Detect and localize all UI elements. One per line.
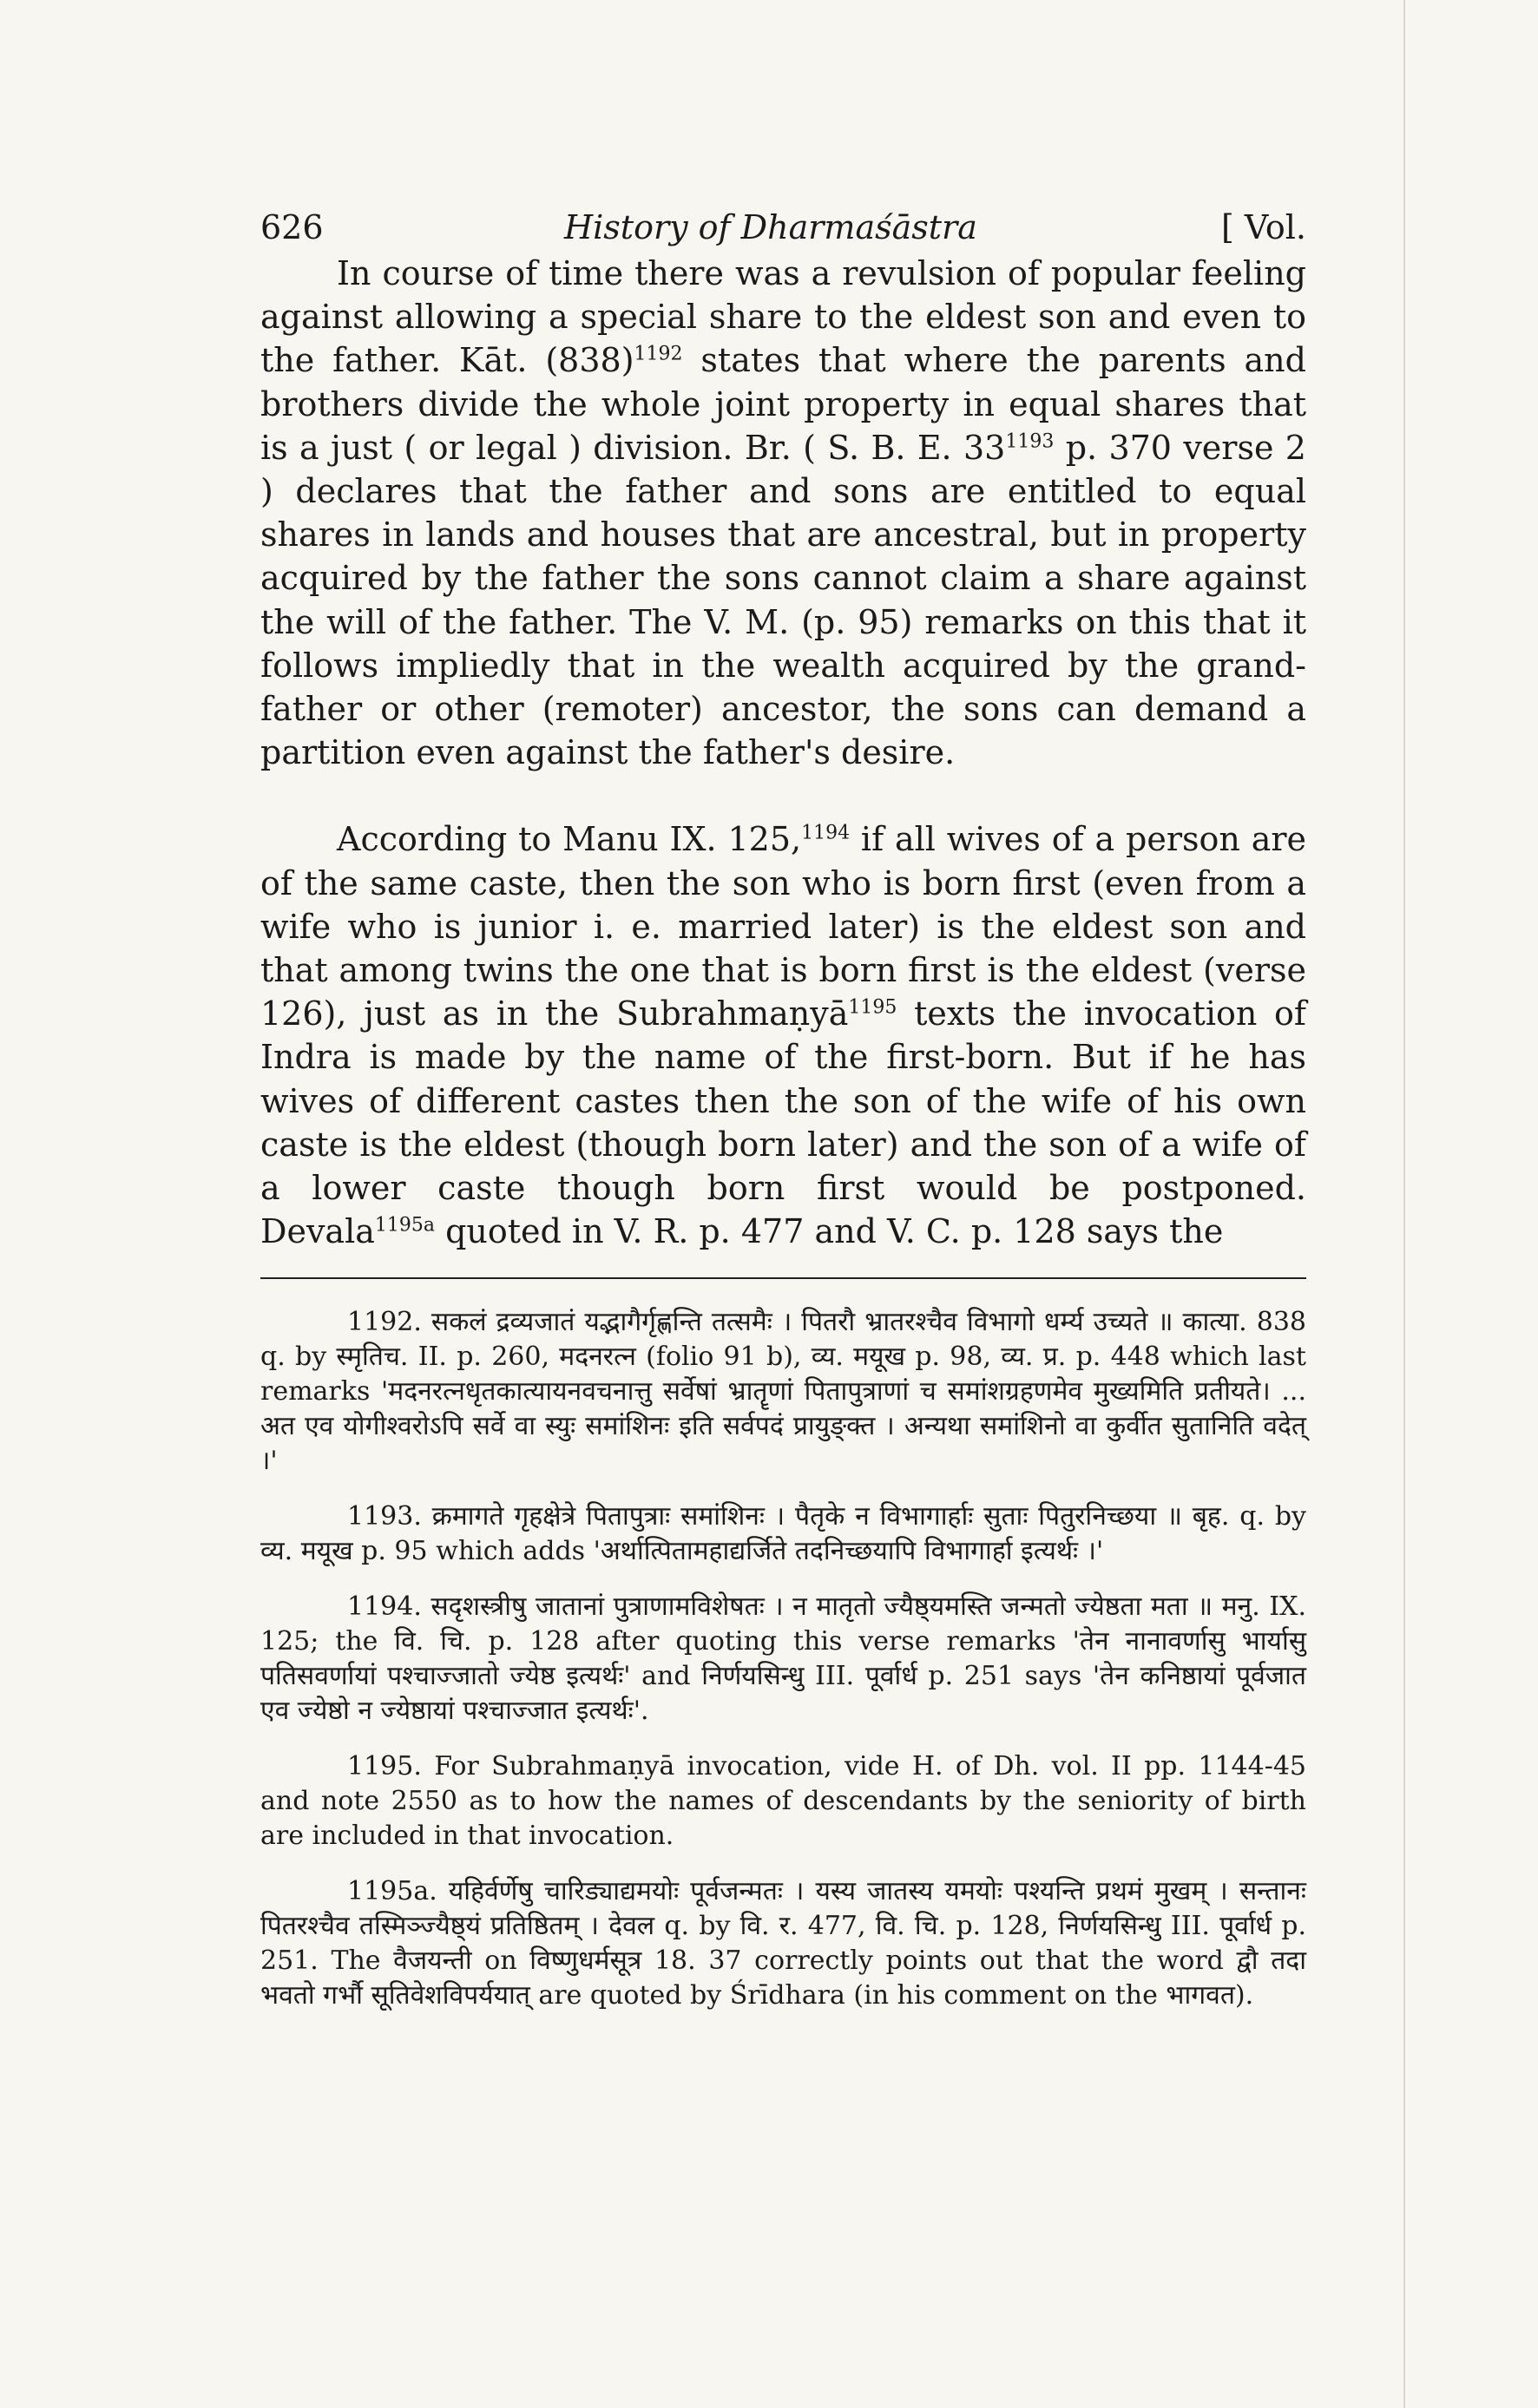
footnote-divider: [260, 1277, 1306, 1279]
footnote-ref-1195: 1195: [848, 996, 897, 1019]
footnote-ref-1193: 1193: [1005, 430, 1055, 453]
footnote-1195a: 1195a. यहिर्वर्णेषु चारिड्याद्यमयोः पूर्वजन्मतः । यस्य जातस्य यमयोः पश्यन्ति प्रथमं मुखम् । सन्तानः पितरश्चैव तस्मिञ्ज्यैष्ठ्यं प्रतिष्ठितम् । देवल q. by वि. र. 477, वि. चि. p. 128, निर्णयसिन्धु III. पूर्वार्ध p. 251. The वैजयन्ती on विष्णुधर्मसूत्र 18. 37 correctly points out that the word द्वौ तदा भवतो गर्भौ सूतिवेशविपर्ययात् are quoted by Śrīdhara (in his comment on the भागवत).: [260, 1876, 1306, 2011]
running-head: [260, 182, 1306, 252]
page-number: 626: [260, 208, 324, 246]
footnote-1195: 1195. For Subrahmaṇyā invocation, vide H. of Dh. vol. II pp. 1144-45 and note 2550 as to how the names of descendants by the seniority of birth are included in that invocation.: [260, 1751, 1306, 1852]
footnote-1193: 1193. क्रमागते गृहक्षेत्रे पितापुत्राः समांशिनः । पैतृके न विभागार्हाः सुताः पितुरनिच्छया ॥ बृह. q. by व्य. मयूख p. 95 which adds 'अर्थात्पितामहाद्यर्जिते तदनिच्छयापि विभागार्हा इत्यर्थः ।': [260, 1501, 1306, 1567]
footnote-1194: 1194. सदृशस्त्रीषु जातानां पुत्राणामविशेषतः । न मातृतो ज्यैष्ठ्यमस्ति जन्मतो ज्येष्ठता मता ॥ मनु. IX. 125; the वि. चि. p. 128 after quoting this verse remarks 'तेन नानावर्णासु भार्यासु पतिसवर्णायां पश्चाज्जातो ज्येष्ठ इत्यर्थः' and निर्णयसिन्धु III. पूर्वार्ध p. 251 says 'तेन कनिष्ठायां पूर्वजात एव ज्येष्ठो न ज्येष्ठायां पश्चाज्जात इत्यर्थः'.: [260, 1591, 1306, 1727]
paragraph-2: According to Manu IX. 125,$^{1194}$ if all wives of a person are of the same caste, then the son who is born first (even from a wife who is junior i. e. married later) is the eldest son and that among twins the one that is born first is the eldest (verse 126), just as in the Subrahmaṇyā$^{1195}$ texts the invocation of Indra is made by the name of the first-born. But if he has wives of different castes then the son of the wife of his own caste is the eldest (though born later) and the son of a wife of a lower caste though born first would be postponed. Devala$^{1195a}$ quoted in V. R. p. 477 and V. C. p. 128 says the: [260, 820, 1307, 1251]
scan-margin-line: [1403, 0, 1405, 2408]
book-title: History of Dharmaśāstra: [564, 208, 977, 246]
footnote-ref-1195a: 1195a: [374, 1214, 435, 1237]
footnote-ref-1194: 1194: [801, 822, 851, 844]
book-page: [260, 182, 1306, 2034]
footnote-1192: 1192. सकलं द्रव्यजातं यद्भागैर्गृह्णन्ति तत्समैः । पितरौ भ्रातरश्चैव विभागो धर्म्य उच्यते ॥ कात्या. 838 q. by स्मृतिच. II. p. 260, मदनरत्न (folio 91 b), व्य. मयूख p. 98, व्य. प्र. p. 448 which last remarks 'मदनरत्नधृतकात्यायनवचनात्तु सर्वेषां भ्रातॄणां पितापुत्राणां च समांशग्रहणमेव मुख्यमिति प्रतीयते। ... अत एव योगीश्वरोऽपि सर्वे वा स्युः समांशिनः इति सर्वपदं प्रायुङ्क्त । अन्यथा समांशिनो वा कुर्वीत सुतानिति वदेत् ।': [260, 1307, 1306, 1477]
footnote-ref-1192: 1192: [634, 343, 683, 365]
paragraph-1: In course of time there was a revulsion of popular feeling against allowing a special share to the eldest son and even to the father. Kāt. $(838)^{1192}$ states that where the parents and brothers divide the whole joint property in equal shares that is a just ( or legal ) division. Br. ( S. B. E. $33^{1193}$ p. 370 verse 2 ) declares that the father and sons are entitled to equal shares in lands and houses that are ancestral, but in property acquired by the father the sons cannot claim a share against the will of the father. The V. M. (p. 95) remarks on this that it follows impliedly that in the wealth acquired by the grand-father or other (remoter) ancestor, the sons can demand a partition even against the father's desire.: [260, 254, 1306, 772]
volume-label: [ Vol.: [1221, 208, 1306, 246]
